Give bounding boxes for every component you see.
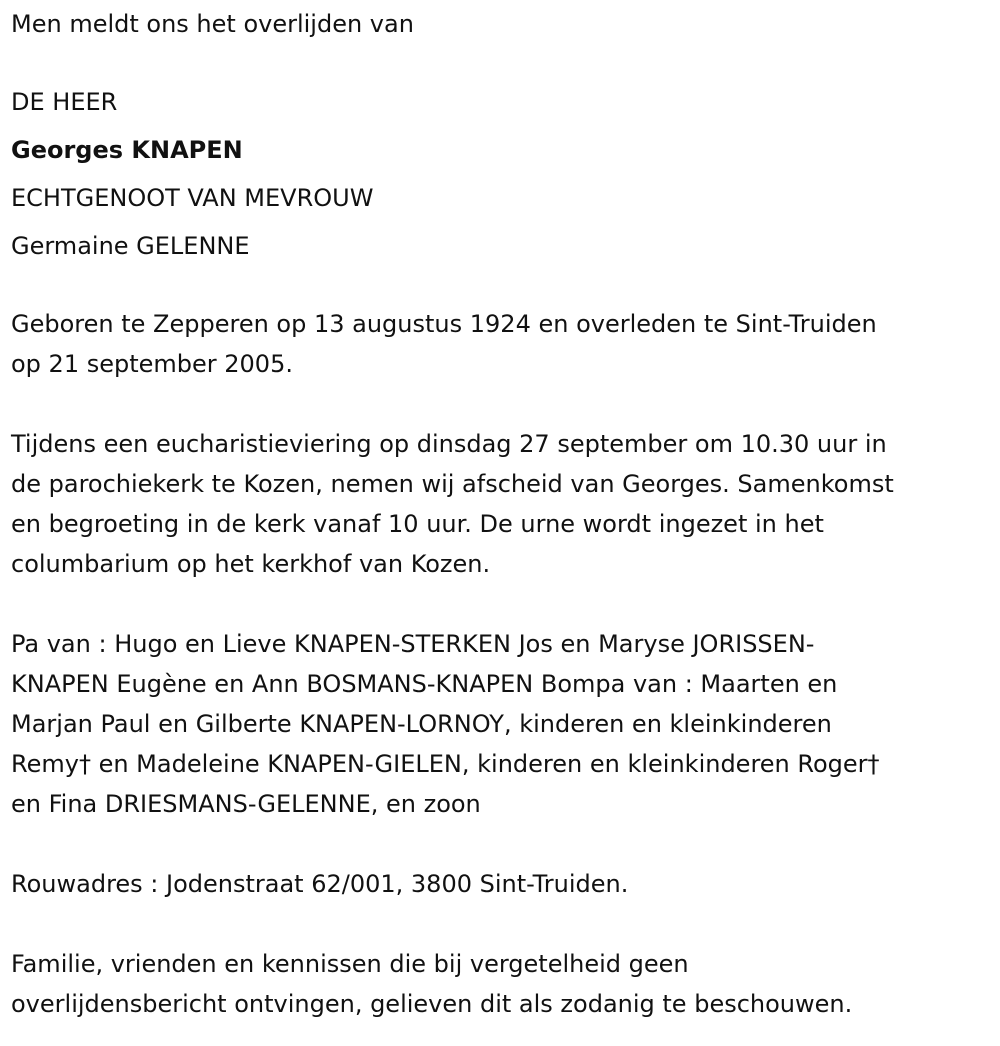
spacer [11, 584, 986, 624]
mourning-address: Rouwadres : Jodenstraat 62/001, 3800 Sint-Truiden. [11, 870, 629, 898]
intro-text: Men meldt ons het overlijden van [11, 10, 414, 38]
spacer [11, 44, 986, 78]
closing-paragraph [11, 944, 986, 1024]
ceremony-line: columbarium op het kerkhof van Kozen. [11, 550, 491, 578]
ceremony-line: en begroeting in de kerk vanaf 10 uur. De urne wordt ingezet in het [11, 510, 824, 538]
spacer [11, 384, 986, 424]
ceremony-line: Tijdens een eucharistieviering op dinsdag 27 september om 10.30 uur in [11, 430, 887, 458]
closing-line: Familie, vrienden en kennissen die bij vergetelheid geen [11, 950, 689, 978]
family-paragraph [11, 624, 986, 824]
death-notice [11, 4, 986, 1024]
birth-death-paragraph [11, 304, 986, 384]
closing-line: overlijdensbericht ontvingen, gelieven dit als zodanig te beschouwen. [11, 990, 853, 1018]
title-prefix: DE HEER [11, 88, 118, 116]
ceremony-paragraph [11, 424, 986, 584]
birth-death-line: Geboren te Zepperen op 13 augustus 1924 en overleden te Sint-Truiden [11, 310, 877, 338]
family-line: KNAPEN Eugène en Ann BOSMANS-KNAPEN Bompa van : Maarten en [11, 670, 838, 698]
birth-death-line: op 21 september 2005. [11, 350, 293, 378]
family-line: Remy† en Madeleine KNAPEN-GIELEN, kinderen en kleinkinderen Roger† [11, 750, 880, 778]
family-line: Pa van : Hugo en Lieve KNAPEN-STERKEN Jos en Maryse JORISSEN- [11, 630, 815, 658]
spacer [11, 904, 986, 944]
spacer [11, 824, 986, 864]
spacer [11, 270, 986, 304]
deceased-name: Georges KNAPEN [11, 136, 243, 164]
family-line: en Fina DRIESMANS-GELENNE, en zoon [11, 790, 481, 818]
spouse-name: Germaine GELENNE [11, 232, 250, 260]
ceremony-line: de parochiekerk te Kozen, nemen wij afscheid van Georges. Samenkomst [11, 470, 894, 498]
family-line: Marjan Paul en Gilberte KNAPEN-LORNOY, kinderen en kleinkinderen [11, 710, 832, 738]
relation-text: ECHTGENOOT VAN MEVROUW [11, 184, 374, 212]
